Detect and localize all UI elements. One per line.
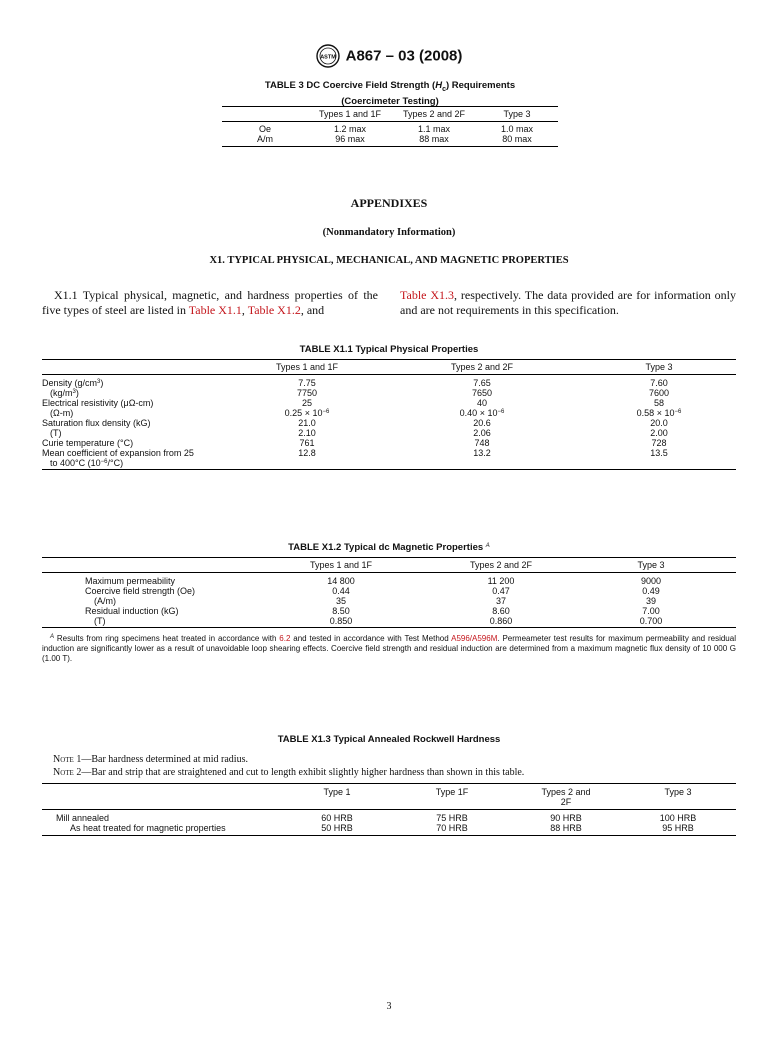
table-row: Coercive field strength (Oe) 0.44 0.47 0.49	[85, 586, 660, 596]
astm-logo-icon	[316, 44, 340, 68]
link-a596[interactable]: A596/A596M	[451, 634, 498, 643]
paragraph-right: Table X1.3, respectively. The data provided are for information only and are not requirements in this specification.	[400, 288, 736, 317]
nonmandatory-label: (Nonmandatory Information)	[322, 227, 456, 238]
table-row: As heat treated for magnetic properties 50 HRB 70 HRB 88 HRB 95 HRB	[42, 823, 736, 836]
table-row: (Ω-m) $0.25 \times 10^{-6}$ $0.40 \times 10^{-6}$ $0.58 \times 10^{-6}$	[50, 408, 682, 418]
table-x1-3	[42, 783, 736, 836]
table-row: Mill annealed 60 HRB 75 HRB 90 HRB 100 HRB	[56, 813, 697, 823]
table-header-row: Types 1 and 1F Types 2 and 2F Type 3	[42, 360, 736, 375]
link-section-6-2[interactable]: 6.2	[279, 634, 291, 643]
table-header-row: Types 1 and 1F Types 2 and 2F Type 3	[42, 558, 736, 573]
table-row: Saturation flux density (kG) 21.0 20.6 20.0	[42, 418, 668, 428]
link-table-x1-3[interactable]: Table X1.3	[400, 288, 455, 302]
designation: A867 – 03 (2008)	[345, 47, 463, 65]
note-2: Note 2—Bar and strip that are straightened and cut to length exhibit slightly higher hardness than shown in this table.	[53, 767, 525, 778]
paragraph-left: X1.1 Typical physical, magnetic, and hardness properties of the five types of steel are listed in Table X1.1, Table X1.2, and	[42, 288, 378, 317]
table-row: (A/m) 35 37 39	[94, 596, 656, 606]
table-row: (T) 2.10 2.06 2.00	[50, 428, 668, 438]
table3	[222, 106, 558, 147]
table-row: A/m 96 max 88 max 80 max	[222, 134, 558, 146]
table3-caption: TABLE 3 DC Coercive Field Strength $(H_c)$ Requirements (Coercimeter Testing)	[264, 80, 516, 107]
table-x1-2	[42, 557, 736, 628]
appendixes-title: APPENDIXES	[350, 196, 428, 210]
table-row: to 400°C $(10^{-6}/^\circ C)$	[42, 458, 736, 470]
page-number: 3	[386, 1001, 392, 1012]
table-row: Electrical resistivity (μΩ-cm) 25 40 58	[42, 398, 664, 408]
table-x1-1-caption: TABLE X1.1 Typical Physical Properties	[299, 344, 479, 355]
note-1: Note 1—Bar hardness determined at mid radius.	[53, 754, 248, 765]
table-x1-2-footnote: $^A$ Results from ring specimens heat treated in accordance with 6.2 and tested in accordance with Test Method A596/A596M. Permeameter test results for maximum permeability and residual induction are significantly lower as a result of unavoidable loop shearing effects. Coercive field strength and residual induction are determined from a maximum magnetic flux density of 10 000 G (1.00 T).	[42, 634, 736, 663]
table-x1-1	[42, 359, 736, 470]
table-x1-2-caption: TABLE X1.2 Typical dc Magnetic Properties $^A$	[288, 542, 490, 553]
logo-text: ASTM	[319, 54, 336, 61]
table-header-row: Type 1 Type 1F Types 2 and 2F Type 3	[42, 784, 736, 810]
link-table-x1-1[interactable]: Table X1.1	[188, 303, 242, 317]
page-header	[0, 44, 778, 68]
table-row: Oe 1.2 max 1.1 max 1.0 max	[258, 123, 533, 134]
table-row: Maximum permeability 14 800 11 200 9000	[85, 576, 662, 586]
table-header-row: Types 1 and 1F Types 2 and 2F Type 3	[222, 107, 558, 122]
table-x1-3-caption: TABLE X1.3 Typical Annealed Rockwell Hardness	[277, 734, 501, 745]
table-row: (T) 0.850 0.860 0.700	[42, 616, 736, 628]
table-row: Curie temperature (°C) 761 748 728	[42, 438, 667, 448]
table-row: Mean coefficient of expansion from 25 12.8 13.2 13.5	[42, 448, 668, 458]
table-row: Residual induction (kG) 8.50 8.60 7.00	[85, 606, 660, 616]
table-row: Density $(g/cm^3)$ 7.75 7.65 7.60	[42, 378, 668, 388]
link-table-x1-2[interactable]: Table X1.2	[247, 303, 301, 317]
x1-heading: X1. TYPICAL PHYSICAL, MECHANICAL, AND MAGNETIC PROPERTIES	[209, 255, 569, 266]
table-row: $(kg/m^3)$ 7750 7650 7600	[50, 388, 670, 398]
